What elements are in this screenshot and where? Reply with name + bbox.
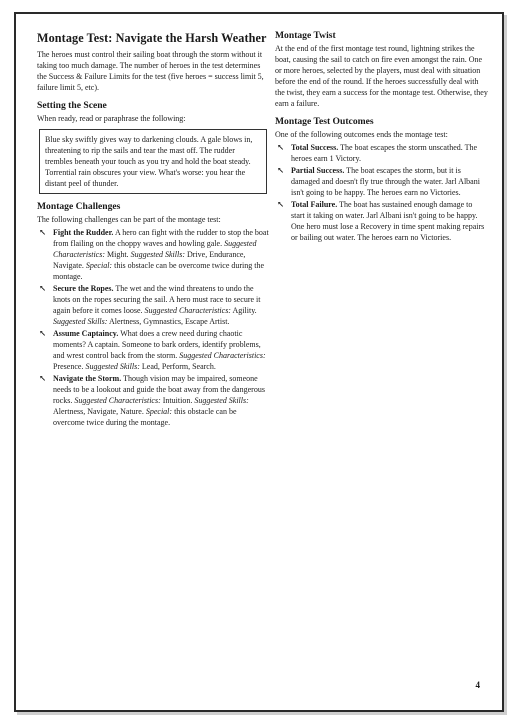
bullet-arrow-icon: ↖: [277, 165, 285, 175]
special-label: Special:: [145, 407, 173, 416]
special-value: this obstacle can be overcome twice during the montage.: [53, 407, 237, 427]
list-item: [37, 283, 269, 327]
chars-label: Suggested Characteristics:: [74, 396, 161, 405]
challenge-name: Fight the Rudder.: [53, 228, 114, 237]
chars-value: Presence.: [53, 362, 86, 371]
bullet-arrow-icon: ↖: [39, 373, 47, 383]
read-aloud-box: Blue sky swiftly gives way to darkening clouds. A gale blows in, threatening to rip the sails and tear the mast off. The rudder trembles beneath your touch as you try and hold the boat steady. Torrential rain obscures your view. What's worse: you hear the distant peel of thunder.: [39, 129, 267, 194]
chars-value: Might.: [105, 250, 131, 259]
outcome-name: Total Success.: [291, 143, 339, 152]
outcome-text: The boat escapes the storm unscathed. The heroes earn 1 Victory.: [291, 143, 478, 163]
list-item: [37, 373, 269, 428]
challenges-intro: The following challenges can be part of the montage test:: [37, 215, 221, 224]
bullet-arrow-icon: ↖: [39, 227, 47, 237]
skills-label: Suggested Skills:: [53, 317, 108, 326]
intro-paragraph: The heroes must control their sailing boat through the storm without it taking too much damage. The number of heroes in the test determines the Success & Failure Limits for the test (five heroes = success limit 5, failure limit 5, etc).: [37, 50, 264, 92]
skills-value: Drive, Endurance, Navigate.: [53, 250, 246, 270]
challenges-heading: Montage Challenges: [37, 201, 121, 212]
list-item: [37, 227, 269, 282]
outcome-name: Total Failure.: [291, 200, 338, 209]
challenge-text: The wet and the wind threatens to undo the knots on the ropes securing the sail. A hero must race to secure it again before it comes loose.: [53, 284, 261, 315]
list-item: [275, 142, 488, 164]
right-column: [275, 30, 488, 244]
bullet-arrow-icon: ↖: [277, 142, 285, 152]
chars-value: Intuition.: [160, 396, 195, 405]
skills-value: Lead, Perform, Search.: [139, 362, 216, 371]
chars-label: Suggested Characteristics:: [53, 239, 257, 259]
skills-value: Alertness, Navigate, Nature.: [53, 407, 146, 416]
challenge-text: A hero can fight with the rudder to stop the boat from flailing on the choppy waves and howling gale.: [53, 228, 269, 248]
outcomes-list: [275, 142, 488, 243]
bullet-arrow-icon: ↖: [277, 199, 285, 209]
page-number: 4: [475, 680, 480, 690]
challenge-text: What does a crew need during chaotic moments? A captain. Someone to bark orders, identify problems, and wrest control back from the storm.: [53, 329, 261, 360]
skills-label: Suggested Skills:: [130, 250, 185, 259]
twist-paragraph: At the end of the first montage test round, lightning strikes the boat, causing the sail to catch on fire even amongst the rain. One or more heroes, selected by the players, must deal with situation before the end of the round. If the heroes successfully deal with the twist, they earn a success for the montage test. Otherwise, they earn a failure.: [275, 44, 488, 108]
skills-label: Suggested Skills:: [85, 362, 140, 371]
challenge-text: Though vision may be impaired, someone needs to be a lookout and guide the boat away from the dangerous rocks.: [53, 374, 265, 405]
twist-heading: Montage Twist: [275, 30, 336, 41]
scene-intro: When ready, read or paraphrase the following:: [37, 114, 186, 123]
chars-label: Suggested Characteristics:: [179, 351, 266, 360]
left-column: [37, 30, 269, 429]
outcome-text: The boat escapes the storm, but it is damaged and doesn't fly true through the water. Jarl Albani isn't going to be happy. The heroes earn no Victories.: [291, 166, 480, 197]
bullet-arrow-icon: ↖: [39, 328, 47, 338]
list-item: [275, 165, 488, 198]
outcome-name: Partial Success.: [291, 166, 345, 175]
challenges-list: [37, 227, 269, 428]
montage-title: Montage Test: Navigate the Harsh Weather: [37, 31, 267, 45]
outcomes-heading: Montage Test Outcomes: [275, 116, 374, 127]
list-item: [37, 328, 269, 372]
chars-label: Suggested Characteristics:: [144, 306, 231, 315]
challenge-name: Assume Captaincy.: [53, 329, 119, 338]
outcomes-intro: One of the following outcomes ends the montage test:: [275, 130, 448, 139]
bullet-arrow-icon: ↖: [39, 283, 47, 293]
special-value: this obstacle can be overcome twice during the montage.: [53, 261, 265, 281]
page-frame: [14, 12, 504, 712]
skills-value: Alertness, Gymnastics, Escape Artist.: [107, 317, 230, 326]
setting-scene-heading: Setting the Scene: [37, 100, 107, 111]
list-item: [275, 199, 488, 243]
challenge-name: Secure the Ropes.: [53, 284, 114, 293]
challenge-name: Navigate the Storm.: [53, 374, 122, 383]
skills-label: Suggested Skills:: [194, 396, 249, 405]
chars-value: Agility.: [230, 306, 257, 315]
outcome-text: The boat has sustained enough damage to start it taking on water. Jarl Albani isn't going to be happy. One hero must lose a Recovery in time spent making repairs or bailing out water. The heroes earn no Victories.: [291, 200, 485, 242]
special-label: Special:: [85, 261, 113, 270]
